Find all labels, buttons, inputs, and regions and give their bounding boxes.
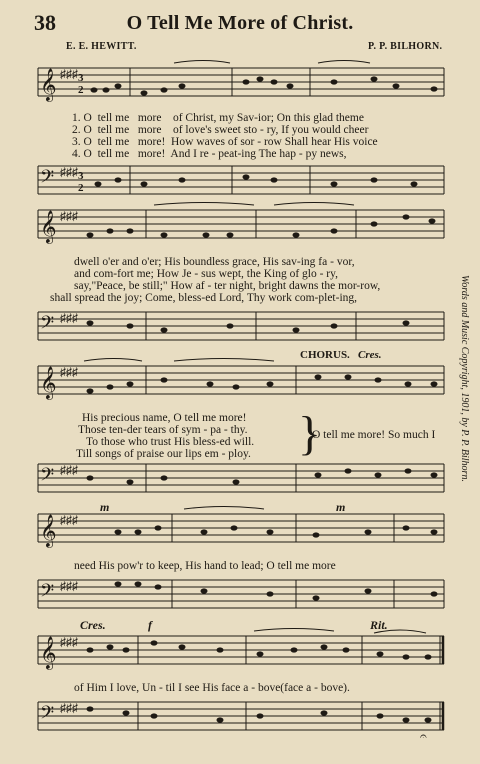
treble-staff-graphic — [34, 506, 446, 554]
lyric-fragment: How waves of sor - row Shall hear His voice — [171, 136, 378, 148]
music-credit: P. P. BILHORN. — [368, 41, 443, 52]
bass-staff-graphic — [34, 160, 446, 204]
verse-3-line-1 — [72, 136, 378, 148]
dynamic-mark-m-1: m — [100, 500, 110, 514]
verse-3-line-2: say,"Peace, be still;" How af - ter night, bright dawns the mor-row, — [74, 280, 381, 292]
system-3-treble-staff — [34, 358, 446, 406]
svg-text:♯♯♯: ♯♯♯ — [60, 165, 78, 179]
svg-text:𝄢: 𝄢 — [40, 580, 55, 605]
lyric-fragment: more — [137, 124, 162, 136]
lyric-fragment: 4. O — [72, 148, 92, 160]
svg-text:♯♯♯: ♯♯♯ — [60, 513, 78, 527]
lyric-fragment: more! — [137, 148, 166, 160]
svg-text:♯♯♯: ♯♯♯ — [60, 209, 78, 223]
verse-2-line-2: and com-fort me; How Je - sus wept, the King of glo - ry, — [74, 268, 339, 280]
lyric-fragment: of Christ, my Sav-ior; On this glad theme — [172, 112, 364, 124]
svg-text:𝄐: 𝄐 — [420, 729, 427, 742]
verse-brace: } — [298, 407, 322, 460]
lyric-fragment: tell me — [97, 136, 130, 148]
svg-text:𝄞: 𝄞 — [40, 212, 57, 243]
chorus-line-1: O tell me more! So much I — [312, 429, 436, 441]
chorus-label: CHORUS. — [300, 349, 350, 361]
system-4-bass-staff — [34, 574, 446, 618]
svg-text:♯♯♯: ♯♯♯ — [60, 701, 78, 715]
verse-4-line-3: Till songs of praise our lips em - ploy. — [76, 448, 251, 460]
svg-text:♯♯♯: ♯♯♯ — [60, 579, 78, 593]
system-4-treble-staff — [34, 506, 446, 554]
svg-text:♯♯♯: ♯♯♯ — [60, 311, 78, 325]
verse-1-line-2: dwell o'er and o'er; His boundless grace, His sav-ing fa - vor, — [74, 256, 355, 268]
treble-staff-graphic — [34, 628, 446, 676]
lyric-fragment: 2. O — [72, 124, 92, 136]
svg-text:𝄞: 𝄞 — [40, 368, 57, 399]
treble-staff-graphic — [34, 358, 446, 406]
svg-text:𝄢: 𝄢 — [40, 702, 55, 727]
svg-text:𝄢: 𝄢 — [40, 166, 55, 191]
lyric-fragment: And I re - peat-ing The hap - py news, — [170, 148, 347, 160]
svg-text:𝄢: 𝄢 — [40, 464, 55, 489]
system-1-treble-staff — [34, 60, 446, 108]
bass-staff-graphic — [34, 458, 446, 502]
system-2-bass-staff — [34, 306, 446, 350]
verse-2-line-3: Those ten-der tears of sym - pa - thy. — [78, 424, 248, 436]
chorus-line-3: of Him I love, Un - til I see His face a - bove(face a - bove). — [74, 682, 350, 694]
system-5-bass-staff — [34, 696, 446, 742]
verse-3-line-3: To those who trust His bless-ed will. — [86, 436, 255, 448]
page-number: 38 — [34, 10, 56, 35]
bass-staff-graphic — [34, 306, 446, 350]
bass-staff-graphic — [34, 574, 446, 618]
verse-1-line-1 — [72, 112, 364, 124]
words-credit: E. E. HEWITT. — [66, 41, 137, 52]
svg-text:𝄞: 𝄞 — [40, 70, 57, 101]
chorus-cres-mark: Cres. — [358, 349, 382, 361]
system-1-bass-staff — [34, 160, 446, 204]
svg-text:3: 3 — [78, 72, 84, 84]
copyright-notice: Words and Music Copyright, 1901, by P. P. Bilhorn. — [459, 275, 470, 482]
lyric-fragment: tell me — [97, 112, 130, 124]
lyric-fragment: tell me — [97, 124, 130, 136]
verse-4-line-2: shall spread the joy; Come, bless-ed Lord, Thy work com-plet-ing, — [50, 292, 358, 304]
svg-text:♯♯♯: ♯♯♯ — [60, 365, 78, 379]
lyric-fragment: tell me — [97, 148, 130, 160]
system-3-bass-staff — [34, 458, 446, 502]
bass-staff-graphic — [34, 696, 446, 742]
verse-2-line-1 — [72, 124, 368, 136]
svg-text:2: 2 — [78, 84, 84, 96]
dynamic-mark-m-2: m — [336, 500, 346, 514]
dynamic-mark-cres: Cres. — [80, 618, 106, 632]
treble-staff-graphic — [34, 202, 446, 250]
svg-text:♯♯♯: ♯♯♯ — [60, 635, 78, 649]
system-5-treble-staff — [34, 628, 446, 676]
svg-text:2: 2 — [78, 182, 84, 194]
svg-text:♯♯♯: ♯♯♯ — [60, 67, 78, 81]
svg-text:𝄞: 𝄞 — [40, 516, 57, 547]
lyric-fragment: more — [137, 112, 162, 124]
chorus-line-2: need His pow'r to keep, His hand to lead; O tell me more — [74, 560, 336, 572]
lyric-fragment: of love's sweet sto - ry, If you would cheer — [172, 124, 369, 136]
svg-text:𝄞: 𝄞 — [40, 638, 57, 669]
dynamic-mark-rit: Rit. — [370, 618, 388, 632]
svg-text:♯♯♯: ♯♯♯ — [60, 463, 78, 477]
lyric-fragment: 1. O — [72, 112, 92, 124]
lyric-fragment: more! — [137, 136, 166, 148]
system-2-treble-staff — [34, 202, 446, 250]
svg-text:3: 3 — [78, 170, 84, 182]
treble-staff-graphic — [34, 60, 446, 108]
lyric-fragment: 3. O — [72, 136, 92, 148]
verse-1-line-3: His precious name, O tell me more! — [82, 412, 247, 424]
verse-4-line-1 — [72, 148, 346, 160]
hymn-title: O Tell Me More of Christ. — [126, 12, 354, 34]
svg-text:𝄢: 𝄢 — [40, 312, 55, 337]
dynamic-mark-forte: f — [148, 618, 152, 632]
